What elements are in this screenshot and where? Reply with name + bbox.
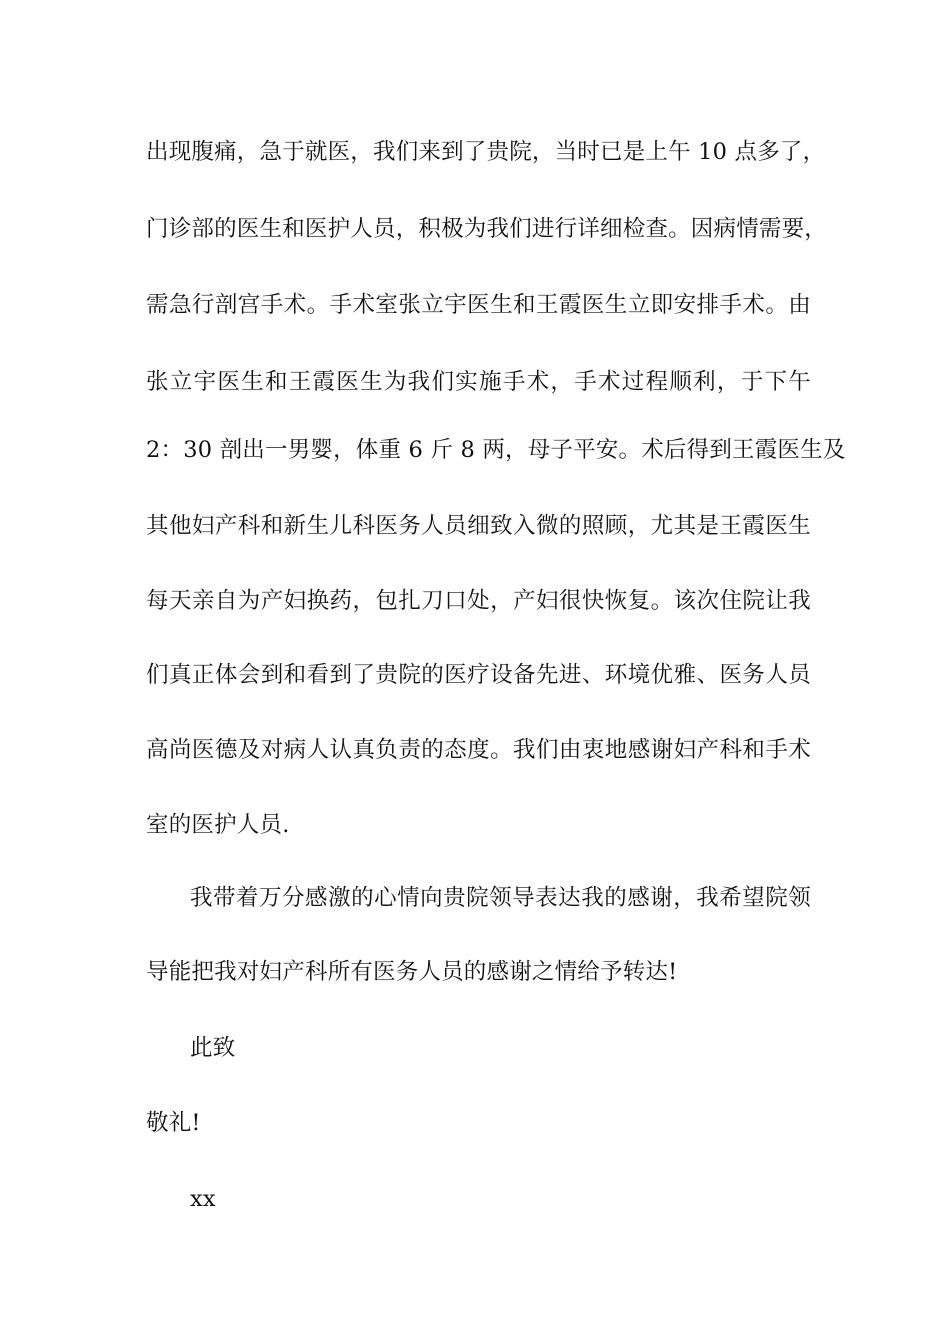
body-line-10: 室的医护人员.	[146, 812, 290, 838]
closing-respect: 敬礼!	[146, 1110, 201, 1136]
body-line-11: 我带着万分感激的心情向贵院领导表达我的感谢，我希望院领	[190, 885, 811, 911]
signature: xx	[190, 1186, 216, 1212]
body-line-12: 导能把我对妇产科所有医务人员的感谢之情给予转达!	[146, 959, 678, 985]
body-line-3: 需急行剖宫手术。手术室张立宇医生和王霞医生立即安排手术。由	[146, 292, 811, 318]
body-line-7: 每天亲自为产妇换药，包扎刀口处，产妇很快恢复。该次住院让我	[146, 588, 811, 614]
body-line-8: 们真正体会到和看到了贵院的医疗设备先进、环境优雅、医务人员	[146, 662, 811, 688]
body-line-2: 门诊部的医生和医护人员，积极为我们进行详细检查。因病情需要，	[146, 216, 828, 242]
body-line-9: 高尚医德及对病人认真负责的态度。我们由衷地感谢妇产科和手术	[146, 737, 811, 763]
body-line-1: 出现腹痛，急于就医，我们来到了贵院，当时已是上午 10 点多了，	[146, 139, 826, 165]
body-line-6: 其他妇产科和新生儿科医务人员细致入微的照顾，尤其是王霞医生	[146, 513, 811, 539]
closing-salutation: 此致	[190, 1035, 236, 1061]
body-line-4: 张立宇医生和王霞医生为我们实施手术，手术过程顺利，于下午	[146, 369, 811, 395]
body-line-5: 2：30 剖出一男婴，体重 6 斤 8 两，母子平安。术后得到王霞医生及	[146, 437, 846, 463]
